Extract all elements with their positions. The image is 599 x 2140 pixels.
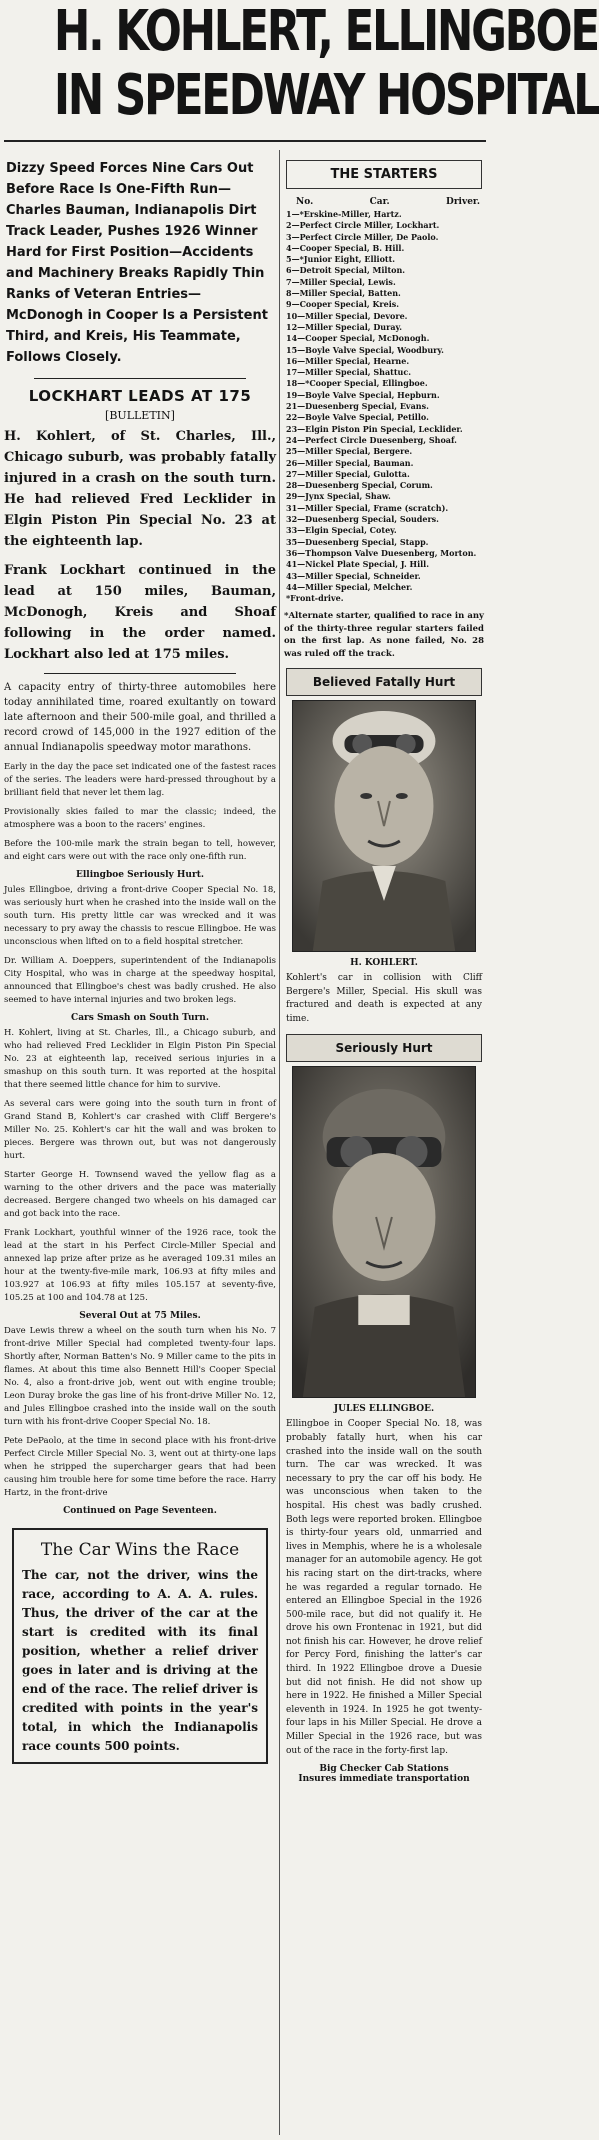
starter-entry: 15—Boyle Valve Special, Woodbury. xyxy=(286,344,444,355)
starter-entry: 8—Miller Special, Batten. xyxy=(286,288,401,299)
starters-columns xyxy=(296,197,480,207)
starter-entry: 3—Perfect Circle Miller, De Paolo. xyxy=(286,231,439,242)
photo1-caption: Kohlert's car in collision with Cliff Bergere's Miller, Special. His skull was fractured and death is expected at any time. xyxy=(286,973,482,1024)
subhead: LOCKHART LEADS AT 175 xyxy=(28,387,252,405)
starter-entry: 17—Miller Special, Shattuc. xyxy=(286,367,411,378)
continued-note: Continued on Page Seventeen. xyxy=(63,1506,217,1516)
starter-entry: *Front-drive. xyxy=(286,593,344,604)
headline xyxy=(0,0,599,128)
starter-entry: 35—Duesenberg Special, Stapp. xyxy=(286,536,429,547)
story-paragraph: Dave Lewis threw a wheel on the south turn when his No. 7 front-drive Miller Special had completed twenty-four laps. Shortly after, Norman Batten's No. 9 Miller came to the pits in flames. At about this time also Bennett Hill's Cooper Special No. 4, also a front-drive job, went out with engine trouble; Leon Duray broke the gas line of his front-drive Miller No. 12, and Jules Ellingboe crashed into the inside wall on the south turn with his front-drive Cooper Special No. 18. xyxy=(4,1326,276,1427)
starter-entry: 4—Cooper Special, B. Hill. xyxy=(286,242,405,253)
starter-entry: 16—Miller Special, Hearne. xyxy=(286,355,410,366)
right-column xyxy=(282,150,486,1784)
headline-line-2: IN SPEEDWAY HOSPITAL xyxy=(53,63,599,128)
photo1-name: H. KOHLERT. xyxy=(350,958,418,969)
story-paragraph: As several cars were going into the south turn in front of Grand Stand B, Kohlert's car crashed with Cliff Bergere's Miller No. 25. Kohlert's car hit the wall and was broken to pieces. Bergere was thrown out, but was not dangerously hurt. xyxy=(4,1099,276,1161)
deck-rule xyxy=(34,378,246,379)
starter-entry: 33—Elgin Special, Cotey. xyxy=(286,525,397,536)
starter-entry: 26—Miller Special, Bauman. xyxy=(286,457,414,468)
story-paragraph: A capacity entry of thirty-three automobiles here today annihilated time, roared exultantly on toward late afternoon and their 500-mile goal, and thrilled a record crowd of 145,000 in the 1927 edition of the annual Indianapolis speedway motor marathons. xyxy=(4,682,276,753)
starter-entry: 12—Miller Special, Duray. xyxy=(286,321,403,332)
starter-entry: 21—Duesenberg Special, Evans. xyxy=(286,401,429,412)
starter-entry: 19—Boyle Valve Special, Hepburn. xyxy=(286,389,440,400)
bulletin-text-2: Frank Lockhart continued in the lead at 150 miles, Bauman, McDonogh, Kreis and Shoaf following in the order named. Lockhart also led at 175 miles. xyxy=(4,563,276,662)
column-rule xyxy=(279,150,280,2135)
starter-entry: 9—Cooper Special, Kreis. xyxy=(286,299,400,310)
starter-entry: 24—Perfect Circle Duesenberg, Shoaf. xyxy=(286,434,457,445)
story-paragraph: H. Kohlert, living at St. Charles, Ill., a Chicago suburb, and who had relieved Fred Lecklider in Elgin Piston Pin Special No. 23 at eighteenth lap, received serious injuries in a smashup on this south turn. It was reported at the hospital that there seemed little chance for him to survive. xyxy=(4,1028,276,1090)
story-paragraph: Jules Ellingboe, driving a front-drive Cooper Special No. 18, was seriously hurt when he crashed into the inside wall on the south turn. His pretty little car was wrecked and it was necessary to pry away the chassis to rescue Ellingboe. He was unconscious when lifted on to a field hospital stretcher. xyxy=(4,885,276,947)
portrait-image xyxy=(293,1067,475,1397)
photo2-caption: Ellingboe in Cooper Special No. 18, was probably fatally hurt, when his car crashed into the inside wall on the south turn. The car was wrecked. It was necessary to pry the car off his body. He was unconscious when taken to the hospital. His chest was badly crushed. Both legs were reported broken. Ellingboe is thirty-four years old, unmarried and lives in Memphis, where he is a wholesale manager for an automobile agency. He got his racing start on the dirt-tracks, where he was regarded a regular tornado. He entered an Ellingboe Special in the 1926 500-mile race, but did not qualify it. He drove his own Frontenac in 1921, but did not finish his car. However, he drove relief for Percy Ford, finishing the latter's car third. In 1922 Ellingboe drove a Duesie but did not finish. He did not show up here in 1922. He finished a Miller Special eleventh in 1924. In 1925 he got twenty-four laps in his Miller Special. He drove a Miller Special in the 1926 race, but was out of the race in the forty-first lap. xyxy=(286,1419,482,1756)
starter-entry: 29—Jynx Special, Shaw. xyxy=(286,491,391,502)
starter-entry: 44—Miller Special, Melcher. xyxy=(286,581,413,592)
crosshead: Ellingboe Seriously Hurt. xyxy=(76,870,204,880)
starter-entry: 36—Thompson Valve Duesenberg, Morton. xyxy=(286,547,477,558)
bulletin-text: H. Kohlert, of St. Charles, Ill., Chicago suburb, was probably fatally injured in a crash on the south turn. He had relieved Fred Lecklider in Elgin Piston Pin Special No. 23 at the eighteenth lap. xyxy=(4,429,276,549)
starter-entry: 31—Miller Special, Frame (scratch). xyxy=(286,502,449,513)
footer-line-2: Insures immediate transportation xyxy=(298,1774,470,1785)
box-title: The Car Wins the Race xyxy=(40,1540,240,1560)
starter-entry: 2—Perfect Circle Miller, Lockhart. xyxy=(286,220,440,231)
sidebar-box xyxy=(12,1528,268,1764)
starter-entry: 10—Miller Special, Devore. xyxy=(286,310,408,321)
story-paragraph: Before the 100-mile mark the strain began to tell, however, and eight cars were out with the race only one-fifth run. xyxy=(4,839,276,862)
starter-entry: 27—Miller Special, Gulotta. xyxy=(286,468,410,479)
story-paragraph: Dr. William A. Doeppers, superintendent of the Indianapolis City Hospital, who was in charge at the speedway hospital, announced that Ellingboe's chest was badly crushed. He also seemed to have internal injuries and two broken legs. xyxy=(4,956,276,1005)
starters-list xyxy=(282,209,486,604)
starter-entry: 14—Cooper Special, McDonogh. xyxy=(286,333,430,344)
headline-rule xyxy=(4,140,486,142)
starter-entry: 25—Miller Special, Bergere. xyxy=(286,446,413,457)
story-paragraph: Early in the day the pace set indicated one of the fastest races of the series. The leaders were hard-pressed throughout by a brilliant field that never let them lag. xyxy=(4,762,276,798)
starter-entry: 43—Miller Special, Schneider. xyxy=(286,570,421,581)
story-paragraph: Provisionally skies failed to mar the classic; indeed, the atmosphere was a boon to the racers' engines. xyxy=(4,807,276,830)
starter-entry: 6—Detroit Special, Milton. xyxy=(286,265,406,276)
photo2-label: Seriously Hurt xyxy=(286,1034,482,1062)
photo2-name: JULES ELLINGBOE. xyxy=(333,1404,435,1415)
starter-entry: 28—Duesenberg Special, Corum. xyxy=(286,480,433,491)
col-car: Car. xyxy=(369,197,390,207)
story-paragraph: Starter George H. Townsend waved the yellow flag as a warning to the other drivers and the pace was materially decreased. Bergere changed two wheels on his damaged car and got back into the race. xyxy=(4,1170,276,1219)
box-text: The car, not the driver, wins the race, according to A. A. A. rules. Thus, the driver of the car at the start is credited with its final position, whether a relief driver goes in later and is driving at the end of the race. The relief driver is credited with points in the year's total, in which the Indianapolis race counts 500 points. xyxy=(22,1568,258,1753)
starter-entry: 22—Boyle Valve Special, Petillo. xyxy=(286,412,429,423)
footer-line-1: Big Checker Cab Stations xyxy=(319,1764,449,1775)
starter-entry: 7—Miller Special, Lewis. xyxy=(286,276,396,287)
left-column xyxy=(4,150,276,1764)
starters-note: *Alternate starter, qualified to race in any of the thirty-three regular starters failed on the first lap. As none failed, No. 28 was ruled off the track. xyxy=(284,611,484,659)
bulletin-label: [BULLETIN] xyxy=(105,409,175,422)
starter-entry: 32—Duesenberg Special, Souders. xyxy=(286,514,439,525)
deck: Dizzy Speed Forces Nine Cars Out Before Race Is One-Fifth Run—Charles Bauman, Indianapolis Dirt Track Leader, Pushes 1926 Winner Hard for First Position—Accidents and Machinery Breaks Rapidly Thin Ranks of Veteran Entries—McDonogh in Cooper Is a Persistent Third, and Kreis, His Teammate, Follows Closely. xyxy=(6,161,268,365)
story-paragraph: Pete DePaolo, at the time in second place with his front-drive Perfect Circle Miller Special No. 3, went out at thirty-one laps when he stripped the supercharger gears that had been causing him trouble here for some time before the race. Harry Hartz, in the front-drive xyxy=(4,1436,276,1498)
ellingboe-photo xyxy=(292,1066,476,1398)
photo1-label: Believed Fatally Hurt xyxy=(286,668,482,696)
portrait-image xyxy=(293,701,475,951)
crosshead: Cars Smash on South Turn. xyxy=(71,1013,209,1023)
crosshead: Several Out at 75 Miles. xyxy=(79,1311,201,1321)
col-no: No. xyxy=(296,197,314,207)
bulletin-rule xyxy=(44,673,236,674)
starter-entry: 41—Nickel Plate Special, J. Hill. xyxy=(286,559,429,570)
starter-entry: 23—Elgin Piston Pin Special, Lecklider. xyxy=(286,423,463,434)
headline-line-1: H. KOHLERT, ELLINGBOE xyxy=(53,0,598,64)
starter-entry: 5—*Junior Eight, Elliott. xyxy=(286,254,396,265)
starters-title: THE STARTERS xyxy=(286,160,482,189)
kohlert-photo xyxy=(292,700,476,952)
starter-entry: 1—*Erskine-Miller, Hartz. xyxy=(286,209,402,219)
col-driver: Driver. xyxy=(446,197,480,207)
starter-entry: 18—*Cooper Special, Ellingboe. xyxy=(286,378,428,389)
story-paragraph: Frank Lockhart, youthful winner of the 1926 race, took the lead at the start in his Perfect Circle-Miller Special and annexed lap prize after prize as he averaged 109.31 miles an hour at the twenty-five-mile mark, 106.93 at fifty miles and 103.927 at 106.93 at fifty miles 105.157 at seventy-five, 105.25 at 100 and 104.78 at 125. xyxy=(4,1228,276,1303)
